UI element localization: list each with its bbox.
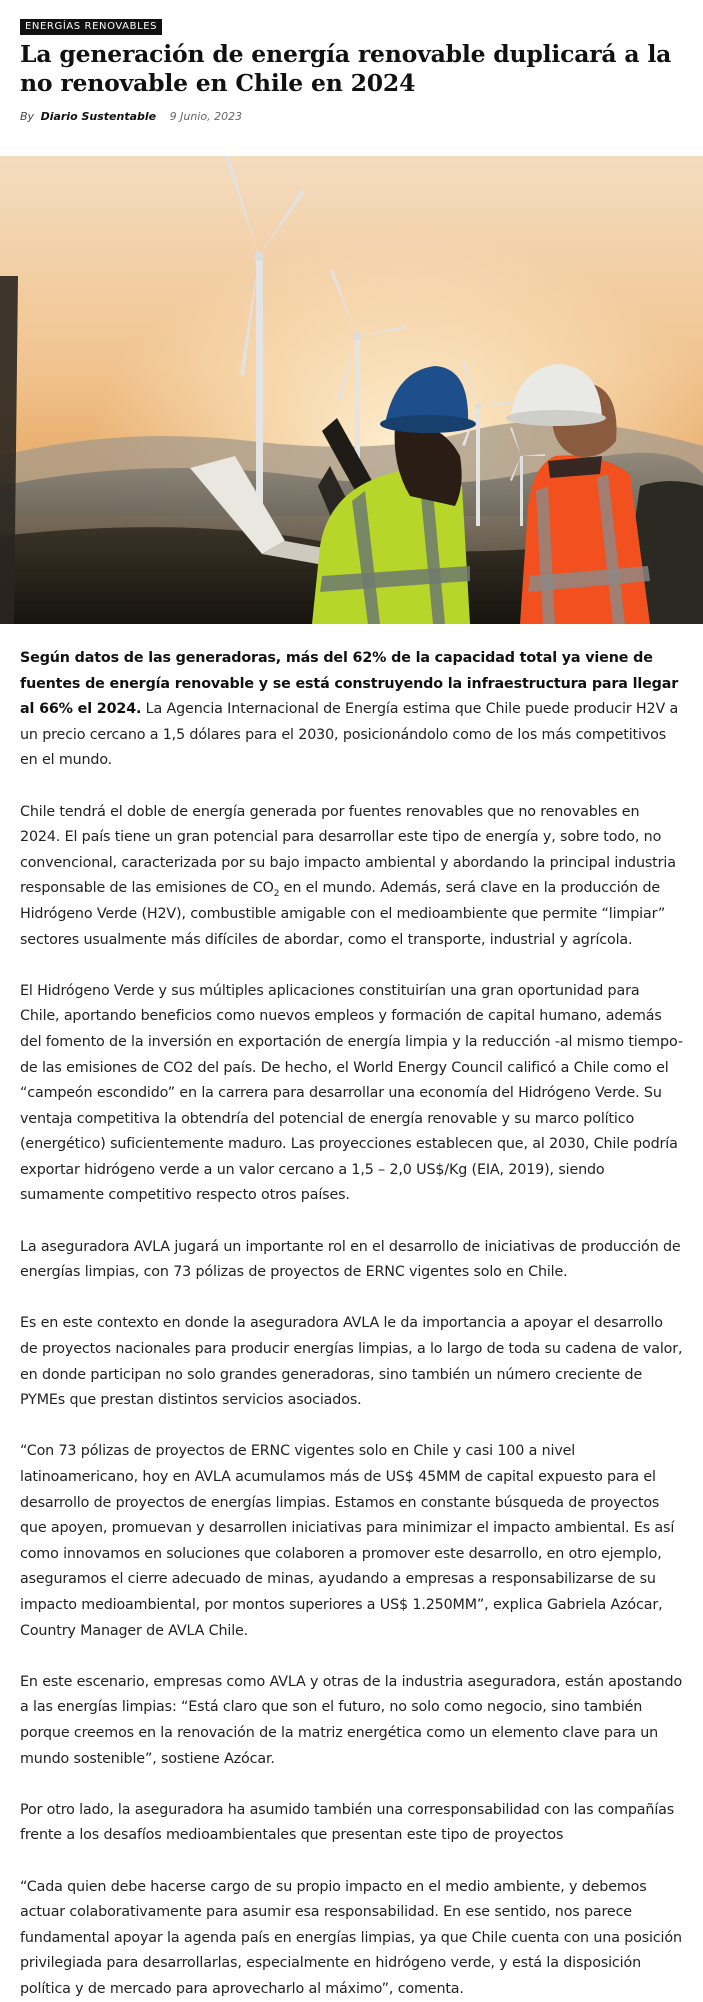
paragraph-2-part1: Chile tendrá el doble de energía generada por fuentes renovables que no renovables en 2024. El país tiene un gran potencial para desarrollar este tipo de energía y, sobre todo, no convencional, caracterizada por su bajo impacto ambiental y abordando la principal industria responsable de las emisiones de CO <box>20 804 676 897</box>
paragraph-5: Es en este contexto en donde la aseguradora AVLA le da importancia a apoyar el desarrollo de proyectos nacionales para producir energías limpias, a lo largo de toda su cadena de valor, en donde participan no solo grandes generadoras, sino también un número creciente de PYMEs que prestan distintos servicios asociados. <box>20 1311 683 1413</box>
paragraph-9: “Cada quien debe hacerse cargo de su propio impacto en el medio ambiente, y debemos actuar colaborativamente para asumir esa responsabilidad. En ese sentido, nos parece fundamental apoyar la agenda país en energías limpias, ya que Chile cuenta con una posición privilegiada para desarrollarlas, especialmente en hidrógeno verde, y está la disposición política y de mercado para aprovecharlo al máximo”, comenta. <box>20 1875 683 2002</box>
article-body <box>0 624 703 2002</box>
byline-prefix: By <box>20 110 34 123</box>
paragraph-8: Por otro lado, la aseguradora ha asumido también una corresponsabilidad con las compañías frente a los desafíos medioambientales que presentan este tipo de proyectos <box>20 1798 683 1849</box>
article-title: La generación de energía renovable duplicará a la no renovable en Chile en 2024 <box>20 40 683 98</box>
publish-date: 9 Junio, 2023 <box>170 110 242 123</box>
byline <box>20 110 683 126</box>
lead-paragraph <box>20 646 683 774</box>
category-tag[interactable]: ENERGÍAS RENOVABLES <box>20 19 162 35</box>
hero-image <box>0 156 703 624</box>
lead-bold: Según datos de las generadoras, más del 62% de la capacidad total ya viene de fuentes de energía renovable y se está construyendo la infraestructura para llegar al 66% el 2024. <box>20 650 678 717</box>
paragraph-4: La aseguradora AVLA jugará un importante rol en el desarrollo de iniciativas de producción de energías limpias, con 73 pólizas de proyectos de ERNC vigentes solo en Chile. <box>20 1235 683 1286</box>
article-header <box>0 0 703 126</box>
co2-subscript: 2 <box>274 889 280 899</box>
paragraph-2 <box>20 800 683 954</box>
paragraph-2-part2: en el mundo. Además, será clave en la producción de Hidrógeno Verde (H2V), combustible amigable con el medioambiente que permite “limpiar” sectores usualmente más difíciles de abordar, como el transporte, industrial y agrícola. <box>20 880 665 947</box>
paragraph-3: El Hidrógeno Verde y sus múltiples aplicaciones constituirían una gran oportunidad para Chile, aportando beneficios como nuevos empleos y formación de capital humano, además del fomento de la inversión en exportación de energía limpia y la reducción -al mismo tiempo- de las emisiones de CO2 del país. De hecho, el World Energy Council calificó a Chile como el “campeón escondido” en la carrera para desarrollar una economía del Hidrógeno Verde. Su ventaja competitiva la obtendría del potencial de energía renovable y su marco político (energético) suficientemente maduro. Las proyecciones establecen que, al 2030, Chile podría exportar hidrógeno verde a un valor cercano a 1,5 – 2,0 US$/Kg (EIA, 2019), siendo sumamente competitivo respecto otros países. <box>20 979 683 1209</box>
hero-illustration <box>0 156 703 624</box>
author-link[interactable]: Diario Sustentable <box>41 110 157 123</box>
lead-rest: La Agencia Internacional de Energía estima que Chile puede producir H2V a un precio cercano a 1,5 dólares para el 2030, posicionándolo como de los más competitivos en el mundo. <box>20 701 678 768</box>
paragraph-6: “Con 73 pólizas de proyectos de ERNC vigentes solo en Chile y casi 100 a nivel latinoamericano, hoy en AVLA acumulamos más de US$ 45MM de capital expuesto para el desarrollo de proyectos de energías limpias. Estamos en constante búsqueda de proyectos que apoyen, promuevan y desarrollen iniciativas para minimizar el impacto ambiental. Es así como innovamos en soluciones que colaboren a promover este desarrollo, en otro ejemplo, aseguramos el cierre adecuado de minas, ayudando a empresas a responsabilizarse de su impacto medioambiental, por montos superiores a US$ 1.250MM”, explica Gabriela Azócar, Country Manager de AVLA Chile. <box>20 1439 683 1644</box>
paragraph-7: En este escenario, empresas como AVLA y otras de la industria aseguradora, están apostando a las energías limpias: “Está claro que son el futuro, no solo como negocio, sino también porque creemos en la renovación de la matriz energética como un elemento clave para un mundo sostenible”, sostiene Azócar. <box>20 1670 683 1772</box>
